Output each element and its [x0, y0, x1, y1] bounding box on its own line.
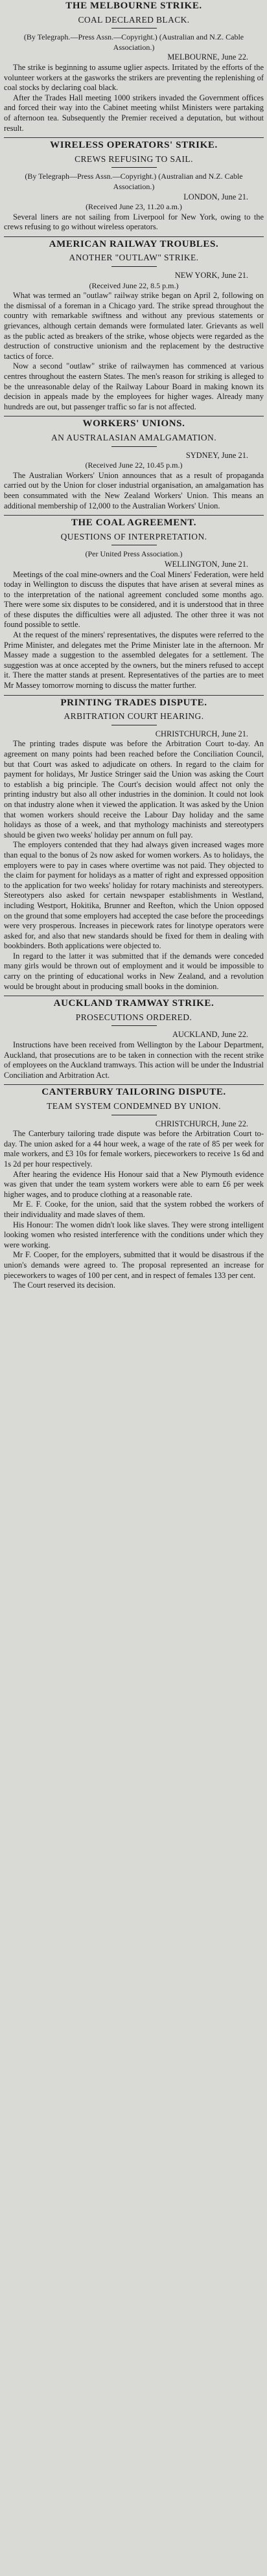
- dateline: WELLINGTON, June 21.: [164, 559, 248, 569]
- paragraph: After the Trades Hall meeting 1000 strikers invaded the Government offices and forced their way into the Cabinet meeting whilst Ministers were partaking of afternoon tea. Subsequently the Premier received a deputation, but without result.: [4, 93, 264, 133]
- paragraph: Now a second "outlaw" strike of railwaymen has commenced at various centres throughout the eastern States. The men's reason for striking is alleged to be the unreasonable delay of the Railway Labour Board in making known its decision in appeals made by the employees for higher wages. Already many hundreds are out, but passenger traffic so far is not affected.: [4, 361, 264, 411]
- paragraph: The printing trades dispute was before the Arbitration Court to-day. An agreement on many points had been reached before the Conciliation Council, but that Court was asked to adjudicate on others. In regard to the claim for payment for holidays, Mr Justice Stringer said the Union was asking the Court to establish a big principle. The Court's decision would affect not only the printing industry but also all other industries in the dominion. It could not look on that industry alone when it viewed the application. It was asked by the Union that women workers should receive the Labour Day holiday and the same holidays as those of a week, and that mythology machinists and stereotypers should be given two weeks' holiday per annum on full pay.: [4, 739, 264, 839]
- received-note: (Received June 22, 8.5 p.m.): [89, 280, 179, 290]
- section-divider: [4, 236, 264, 237]
- paragraph: The employers contended that they had always given increased wages more than equal to the bonus of 2s now asked for women workers. As to holidays, the employers were to pay in cases where overtime was not paid. They objected to the claim for payment for holidays as a matter of right and expressed opposition to the application for two weeks' holiday for rotary machinists and stereotypers. Stereotypers also asked for certain newspaper establishments in Westland, including Westport, Hokitika, Brunner and Reefton, which the Union opposed on the ground that some employers had accepted the case before the proceedings were very prosperous. Increases in piecework rates for linotype operators were asked for, and also that new standards should be fixed for them in dealing with bookbinders. Both applications were objected to.: [4, 840, 264, 951]
- subheadline: QUESTIONS OF INTERPRETATION.: [60, 531, 207, 541]
- article: [4, 236, 264, 413]
- subheadline: CREWS REFUSING TO SAIL.: [75, 154, 193, 164]
- section-divider: [4, 137, 264, 138]
- article: [4, 695, 264, 992]
- article: [4, 996, 264, 1080]
- paragraph: Meetings of the coal mine-owners and the Coal Miners' Federation, were held today in Wellington to discuss the disputes that have arisen at several mines as to the interpretation of the national agreement concluded some months ago. There were some six disputes to be considered, and it is understood that in three of these disputes the difficulties were all adjusted. The other three it was not found possible to settle.: [4, 569, 264, 630]
- dateline: AUCKLAND, June 22.: [172, 1030, 248, 1040]
- paragraph: Mr E. F. Cooke, for the union, said that the system robbed the workers of their individuality and made slaves of them.: [4, 1200, 264, 1219]
- section-divider: [4, 695, 264, 696]
- paragraph: The Court reserved its decision.: [13, 1281, 115, 1290]
- headline: AMERICAN RAILWAY TROUBLES.: [49, 238, 219, 249]
- subheadline: AN AUSTRALASIAN AMALGAMATION.: [51, 432, 216, 442]
- section-divider: [4, 515, 264, 516]
- paragraph: After hearing the evidence His Honour said that a New Plymouth evidence was given that under the team system workers were able to earn £6 per week higher wages, and to produce clothing at a reasonable rate.: [4, 1169, 264, 1199]
- dateline: LONDON, June 21.: [183, 192, 248, 201]
- dateline: CHRISTCHURCH, June 21.: [155, 729, 248, 738]
- paragraph: What was termed an "outlaw" railway strike began on April 2, following on the dismissal of a foreman in a Chicago yard. The strike spread throughout the country with remarkable swiftness and without any previous statements or grievances, although certain demands were formulated later. Grievants as well as the public acted as breakers of the strike, whose objects were regarded as the destruction of constructive unionism and the replacement by the destructive tactics of force.: [4, 291, 264, 361]
- subheadline: TEAM SYSTEM CONDEMNED BY UNION.: [47, 1101, 221, 1111]
- headline: WIRELESS OPERATORS' STRIKE.: [50, 140, 218, 151]
- paragraph: The strike is beginning to assume uglier aspects. Irritated by the efforts of the volunteer workers at the gasworks the strikers are preventing the replenishing of coal stocks by declaring coal black.: [4, 62, 264, 93]
- subheadline: PROSECUTIONS ORDERED.: [75, 1012, 192, 1022]
- article: [4, 416, 264, 511]
- headline: PRINTING TRADES DISPUTE.: [60, 697, 207, 708]
- dateline: MELBOURNE, June 22.: [167, 52, 248, 62]
- subheadline: ARBITRATION COURT HEARING.: [64, 711, 204, 722]
- subheadline: ANOTHER "OUTLAW" STRIKE.: [69, 253, 199, 263]
- agency-credit: (By Telegraph.—Press Assn.—Copyright.) (Australian and N.Z. Cable Association.): [23, 32, 244, 52]
- agency-credit: (Per United Press Association.): [85, 549, 183, 559]
- received-note: (Received June 22, 10.45 p.m.): [85, 461, 183, 470]
- headline: WORKERS' UNIONS.: [82, 418, 185, 429]
- paragraph: At the request of the miners' representatives, the disputes were referred to the Prime Minister, and delegates met the Prime Minister late in the afternoon. Mr Massey made a suggestion to the assembled delegates for a settlement. The suggestion was at once accepted by the owners, but the miners refused to accept it. There the matter stands at present. Representatives of the parties are to meet Mr Massey tomorrow morning to discuss the matter further.: [4, 630, 264, 690]
- paragraph: His Honour: The women didn't look like slaves. They were strong intelligent looking women who resisted interference with the conditions under which they were working.: [4, 1220, 264, 1249]
- paragraph: The Australian Workers' Union announces that as a result of propaganda carried out by the Union for closer industrial organisation, an amalgamation has been consummated with the New Zealand Workers' Union. This means an additional membership of 12,000 to the Australian Workers' Union.: [4, 470, 264, 510]
- article: [4, 515, 264, 691]
- headline: THE MELBOURNE STRIKE.: [65, 1, 202, 11]
- article: [4, 1084, 264, 1290]
- paragraph: Mr F. Cooper, for the employers, submitted that it would be disastrous if the union's demands were agreed to. The proposal represented an increase for pieceworkers to wages of 100 per cent, and in respect of females 133 per cent.: [4, 1250, 264, 1280]
- dateline: SYDNEY, June 21.: [185, 450, 248, 460]
- paragraph: Instructions have been received from Wellington by the Labour Department, Auckland, that prosecutions are to be taken in connection with the recent strike of employees on the Auckland tramways. This action will be under the Industrial Conciliation and Arbitration Act.: [4, 1040, 264, 1080]
- dateline: NEW YORK, June 21.: [174, 271, 248, 280]
- paragraph: In regard to the latter it was submitted that if the demands were conceded many girls would be thrown out of employment and it would be impossible to carry on the printing of educational works in New Zealand, and a revolution would be brought about in producing small books in the dominion.: [4, 951, 264, 991]
- dateline: CHRISTCHURCH, June 22.: [155, 1119, 248, 1128]
- paragraph: Several liners are not sailing from Liverpool for New York, owing to the crews refusing to go without wireless operators.: [4, 212, 264, 232]
- article: [4, 137, 264, 233]
- heading-rule: [111, 167, 157, 168]
- heading-rule: [111, 266, 157, 267]
- agency-credit: (By Telegraph—Press Assn.—Copyright.) (Australian and N.Z. Cable Association.): [25, 172, 243, 191]
- headline: THE COAL AGREEMENT.: [71, 518, 197, 529]
- received-note: (Received June 23, 11.20 a.m.): [86, 202, 182, 212]
- headline: CANTERBURY TAILORING DISPUTE.: [41, 1087, 226, 1098]
- section-divider: [4, 1084, 264, 1085]
- headline: AUCKLAND TRAMWAY STRIKE.: [53, 998, 215, 1009]
- article: [4, 1, 264, 133]
- paragraph: The Canterbury tailoring trade dispute was before the Arbitration Court to-day. The union asked for a 44 hour week, a wage of the rate of 85 per week for male workers, and £3 10s for female workers, pieceworkers to receive 1s 6d and 1s 2d per hour respectively.: [4, 1129, 264, 1168]
- heading-rule: [111, 446, 157, 447]
- heading-rule: [111, 1025, 157, 1026]
- subheadline: COAL DECLARED BLACK.: [78, 14, 190, 25]
